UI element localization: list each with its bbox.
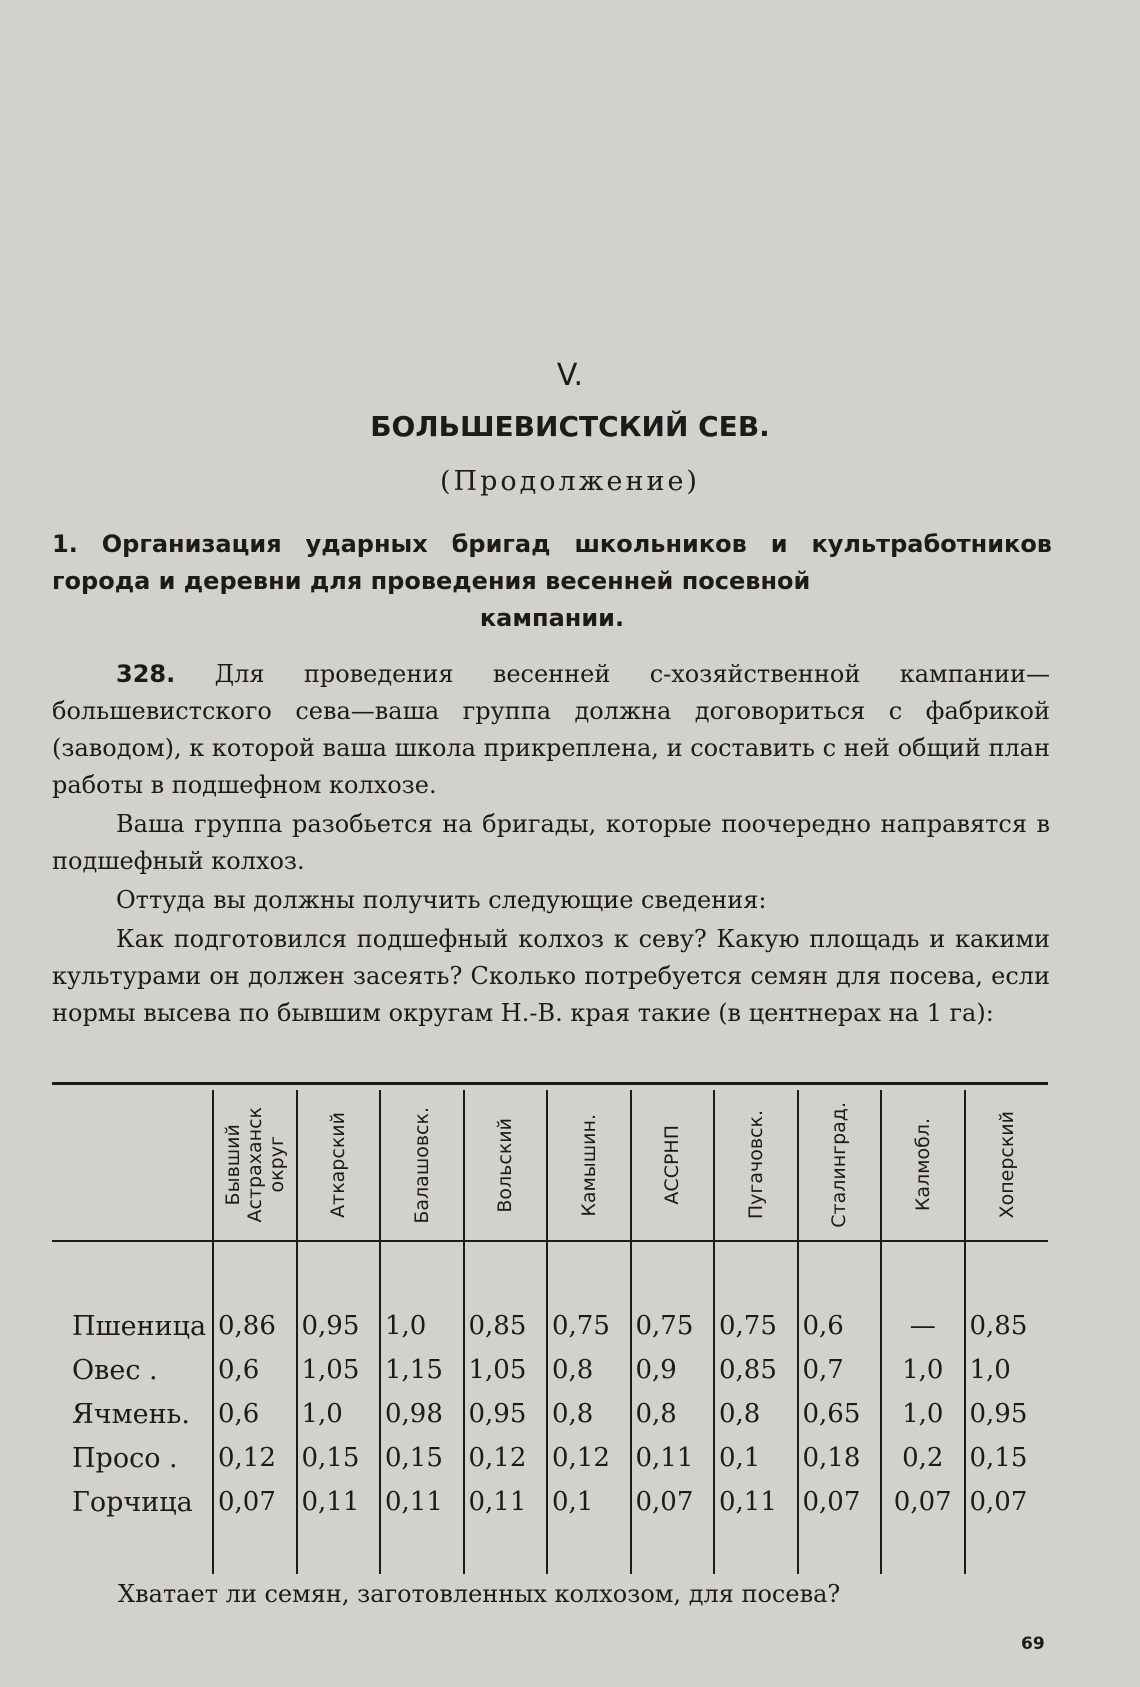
table-cell: 0,07 [631, 1480, 715, 1524]
table-cell: 0,12 [213, 1436, 297, 1480]
paragraph-4: Как подготовился подшефный колхоз к севу? Какую площадь и какими культурами он должен засеять? Сколько потребуется семян для посева, если нормы высева по бывшим округам Н.-В. края такие (в центнерах на 1 га): [52, 925, 1050, 1027]
paragraph-1 [52, 656, 1050, 804]
table-cell: 1,05 [464, 1348, 548, 1392]
table-cell: 0,75 [631, 1304, 715, 1348]
column-header: Бывший Астраханск округ [213, 1090, 297, 1241]
column-header: Сталинград. [798, 1090, 882, 1241]
table-cell: 0,95 [297, 1304, 381, 1348]
table-cell: 0,75 [714, 1304, 798, 1348]
crop-name: Просо . [72, 1442, 178, 1474]
seed-norms-table [52, 1090, 1048, 1574]
table-cell: 0,07 [881, 1480, 965, 1524]
table-cell: 0,11 [380, 1480, 464, 1524]
column-header: Хоперский [965, 1090, 1049, 1241]
table-cell: 0,1 [547, 1480, 631, 1524]
table-cell: 0,8 [547, 1348, 631, 1392]
table-cell: 0,8 [547, 1392, 631, 1436]
section-heading-last: кампании. [479, 604, 625, 632]
section-heading [52, 526, 1052, 637]
table-cell: 0,11 [631, 1436, 715, 1480]
table-cell: 0,8 [714, 1392, 798, 1436]
table-cell: 0,85 [965, 1304, 1049, 1348]
crop-name: Ячмень. [72, 1398, 190, 1430]
table-cell: 0,11 [714, 1480, 798, 1524]
paragraph-3: Оттуда вы должны получить следующие сведения: [116, 886, 767, 914]
table-cell: 0,85 [464, 1304, 548, 1348]
crop-name: Овес . [72, 1354, 158, 1386]
chapter-number: V. [556, 358, 584, 393]
column-header: Вольский [464, 1090, 548, 1241]
table-cell: 0,8 [631, 1392, 715, 1436]
table-cell: 0,07 [965, 1480, 1049, 1524]
crop-name: Пшеница [72, 1310, 207, 1342]
chapter-continuation: (Продолжение) [440, 466, 700, 497]
table-cell: 0,07 [798, 1480, 882, 1524]
table-row [52, 1348, 1048, 1392]
paragraph-2: Ваша группа разобьется на бригады, которые поочередно направятся в подшефный колхоз. [52, 810, 1050, 875]
table-cell: 1,15 [380, 1348, 464, 1392]
column-header: АССРНП [631, 1090, 715, 1241]
table-cell: 0,7 [798, 1348, 882, 1392]
table-cell: 1,0 [965, 1348, 1049, 1392]
crop-name: Горчица [72, 1486, 193, 1518]
section-heading-main: 1. Организация ударных бригад школьников и культработников города и деревни для проведения весенней посевной [52, 530, 1052, 595]
table-spacer-row [52, 1524, 1048, 1574]
table-cell: 1,0 [881, 1348, 965, 1392]
table-row [52, 1480, 1048, 1524]
table-cell: 0,12 [464, 1436, 548, 1480]
table-cell: 0,18 [798, 1436, 882, 1480]
page-number: 69 [1021, 1634, 1045, 1654]
table-cell: 1,05 [297, 1348, 381, 1392]
table-cell: 0,11 [297, 1480, 381, 1524]
table-cell: 0,98 [380, 1392, 464, 1436]
column-header: Калмобл. [881, 1090, 965, 1241]
table-cell: 1,0 [380, 1304, 464, 1348]
table-cell: 0,15 [380, 1436, 464, 1480]
table-cell: 0,6 [213, 1348, 297, 1392]
table-row [52, 1392, 1048, 1436]
column-header: Аткарский [297, 1090, 381, 1241]
table-cell: 0,6 [213, 1392, 297, 1436]
table-top-rule [52, 1082, 1048, 1085]
seed-norms-table-wrap [52, 1082, 1048, 1548]
table-cell: 0,11 [464, 1480, 548, 1524]
table-cell: 0,65 [798, 1392, 882, 1436]
body-text [52, 656, 1050, 1034]
table-cell: 0,86 [213, 1304, 297, 1348]
table-spacer-row [52, 1241, 1048, 1304]
column-header: Камышин. [547, 1090, 631, 1241]
table-row [52, 1436, 1048, 1480]
table-cell: — [881, 1304, 965, 1348]
table-cell: 0,07 [213, 1480, 297, 1524]
table-corner [52, 1090, 213, 1241]
table-cell: 0,6 [798, 1304, 882, 1348]
table-cell: 0,95 [464, 1392, 548, 1436]
paragraph-1-text: Для проведения весенней с-хозяйственной кампании—большевистского сева—ваша группа должна договориться с фабрикой (заводом), к которой ваша школа прикреплена, и составить с ней общий план работы в подшефном колхозе. [52, 660, 1050, 799]
column-header: Пугачовск. [714, 1090, 798, 1241]
table-row [52, 1304, 1048, 1348]
table-cell: 0,85 [714, 1348, 798, 1392]
table-cell: 1,0 [881, 1392, 965, 1436]
table-cell: 0,15 [297, 1436, 381, 1480]
problem-number: 328. [116, 660, 176, 688]
table-cell: 0,15 [965, 1436, 1049, 1480]
table-cell: 0,9 [631, 1348, 715, 1392]
table-cell: 0,2 [881, 1436, 965, 1480]
table-cell: 0,75 [547, 1304, 631, 1348]
closing-question: Хватает ли семян, заготовленных колхозом, для посева? [118, 1580, 841, 1608]
table-cell: 1,0 [297, 1392, 381, 1436]
table-cell: 0,1 [714, 1436, 798, 1480]
column-header: Балашовск. [380, 1090, 464, 1241]
chapter-title: БОЛЬШЕВИСТСКИЙ СЕВ. [370, 410, 770, 443]
table-header-row [52, 1090, 1048, 1241]
table-cell: 0,12 [547, 1436, 631, 1480]
table-cell: 0,95 [965, 1392, 1049, 1436]
